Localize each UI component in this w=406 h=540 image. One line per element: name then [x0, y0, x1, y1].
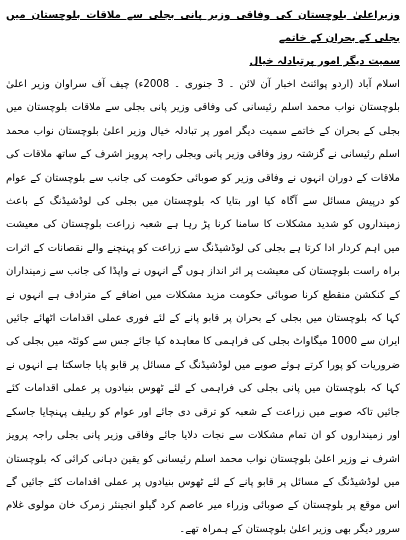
news-article	[6, 4, 400, 536]
article-headline	[6, 4, 400, 73]
headline-line-1: وزیراعلیٰ بلوچستان کی وفاقی وزیر پانی بجلی سے ملاقات بلوچستان میں بجلی کے بحران کے خاتمے	[6, 10, 400, 44]
headline-line-2: سمیت دیگر امور پرتبادلہ خیال	[249, 56, 400, 67]
article-body: اسلام آباد (اردو پوائنٹ اخبار آن لائن ۔ 3 جنوری ۔ 2008ء) چیف آف سراوان وزیر اعلیٰ بلوچستان نواب محمد اسلم رئیسانی کی وفاقی وزیر پانی بجلی سے ملاقات بلوچستان میں بجلی کے بحران کے خاتمے سمیت دیگر امور پر تبادلہ خیال وزیر اعلیٰ بلوچستان نواب محمد اسلم رئیسانی نے گزشتہ روز وفاقی وزیر پانی وبجلی راجہ پرویز اشرف کے ساتھ ملاقات کی ملاقات کے دوران انہوں نے وفاقی وزیر کو صوبائی حکومت کی جانب سے بلوچستان کے عوام کو درپیش مسائل سے آگاہ کیا اور بتایا کہ بلوچستان میں بجلی کی لوڈشیڈنگ کے باعث زمینداروں کو شدید مشکلات کا سامنا کرنا پڑ رہا ہے شعبہ زراعت بلوچستان کی معیشت میں اہم کردار ادا کرتا ہے بجلی کی لوڈشیڈنگ سے زراعت کو پہنچنے والے نقصانات کے اثرات براہ راست بلوچستان کی معیشت پر اثر انداز ہوں گے انہوں نے واپڈا کی جانب سے زمینداران کے کنکشن منقطع کرنا صوبائی حکومت مزید مشکلات میں اضافے کے مترادف ہے انہوں نے کہا کہ بلوچستان میں بجلی کے بحران پر قابو پانے کے لئے فوری عملی اقدامات اٹھائے جائیں ایران سے 1000 میگاواٹ بجلی کی فراہمی کا معاہدہ کیا جائے جس سے کوئٹہ میں بجلی کی ضروریات کو پورا کرتے ہوئے صوبے میں لوڈشیڈنگ کے مسائل پر قابو پایا جاسکتا ہے انہوں نے کہا کہ بلوچستان میں پانی بجلی کی فراہمی کے لئے ٹھوس بنیادوں پر عملی اقدامات کئے جائیں تاکہ صوبے میں زراعت کے شعبہ کو ترقی دی جائے اور عوام کو ریلیف پہنچایا جاسکے اور زمینداروں کو ان تمام مشکلات سے نجات دلایا جائے وفاقی وزیر پانی بجلی راجہ پرویز اشرف نے وزیر اعلیٰ بلوچستان نواب محمد اسلم رئیسانی کو یقین دہانی کرائی کہ بلوچستان میں لوڈشیڈنگ کے مسائل پر قابو پانے کے لئے ٹھوس بنیادوں پر عملی اقدامات کئے جائیں گے اس موقع پر بلوچستان کے صوبائی وزراء میر عاصم کرد گیلو انجینئر زمرک خان مولوی غلام سرور دیگر بھی وزیر اعلیٰ بلوچستان کے ہمراہ تھے۔	[6, 79, 400, 535]
